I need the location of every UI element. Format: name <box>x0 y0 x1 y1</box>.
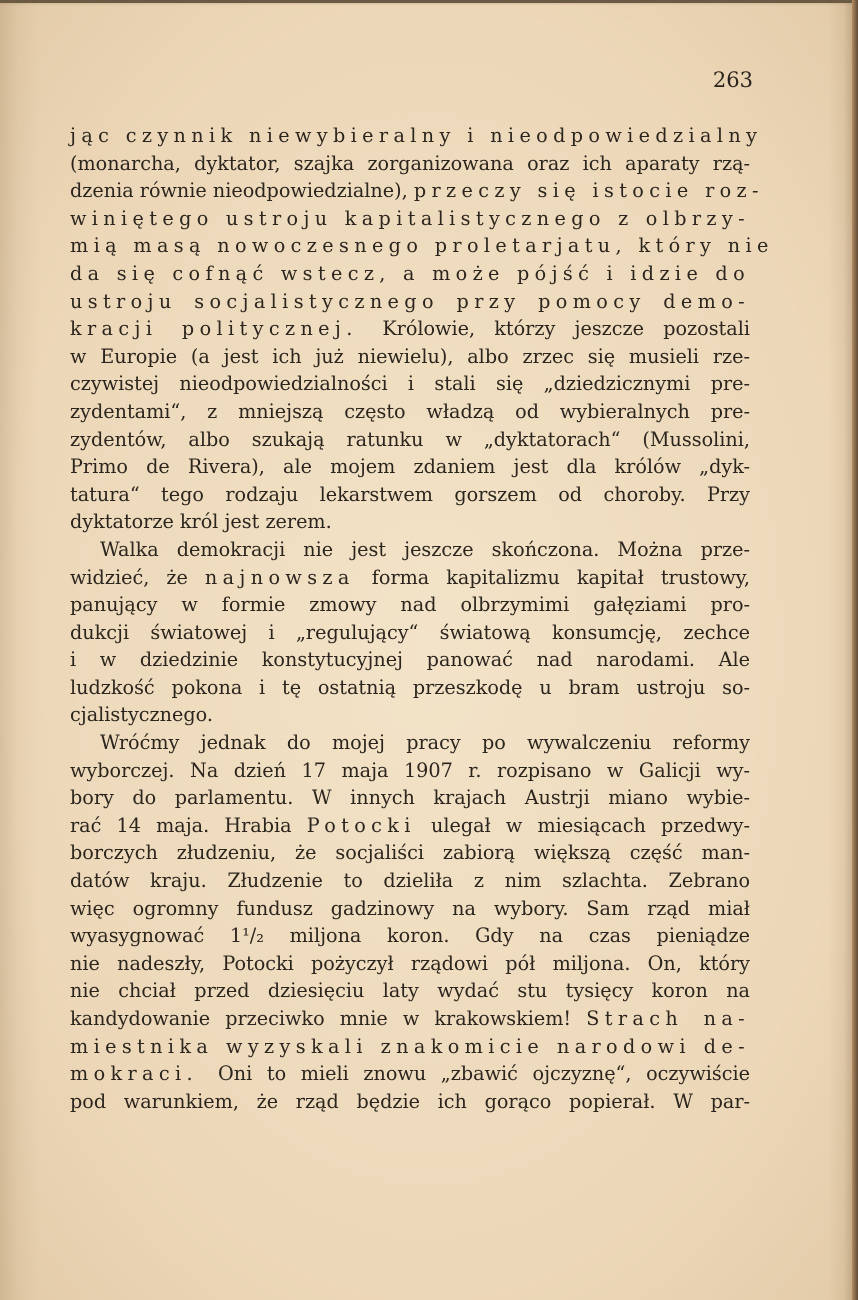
text-run: widzieć, że <box>70 565 205 589</box>
text-run: dzenia równie nieodpowiedzialne), <box>70 179 414 203</box>
text-line <box>70 536 750 564</box>
text-run: czywistej nieodpowiedzialności i stali się „dziedzicznymi pre- <box>70 372 750 396</box>
text-run: borczych złudzeniu, że socjaliści zabiorą większą część man- <box>70 841 750 865</box>
text-run: dukcji światowej i „regulujący“ światową konsumcję, zechce <box>70 620 750 644</box>
text-line <box>70 232 774 260</box>
text-run: Primo de Rivera), ale mojem zdaniem jest dla królów „dyk- <box>70 455 750 479</box>
text-line <box>70 177 764 205</box>
text-run: wyborczej. Na dzień 17 maja 1907 r. rozpisano w Galicji wy- <box>70 758 750 782</box>
spaced-text: winiętego ustroju kapitalistycznego z olbrzy- <box>70 206 750 230</box>
text-line <box>70 398 750 426</box>
text-run: i w dziedzinie konstytucyjnej panować nad narodami. Ale <box>70 648 750 672</box>
text-run: ludzkość pokona i tę ostatnią przeszkodę u bram ustroju so- <box>70 675 750 699</box>
text-run: kandydowanie przeciwko mnie w krakowskiem! <box>70 1007 587 1030</box>
text-line <box>70 950 750 978</box>
text-line <box>70 1088 750 1116</box>
body-text <box>70 122 774 1115</box>
text-line <box>70 564 750 592</box>
text-run: Królowie, którzy jeszcze pozostali <box>382 317 750 341</box>
spaced-text: Strach na- <box>586 1007 750 1030</box>
text-line <box>70 205 750 233</box>
text-run: (monarcha, dyktator, szajka zorganizowana oraz ich aparaty rzą- <box>70 151 750 175</box>
text-line <box>70 453 750 481</box>
text-line <box>70 839 750 867</box>
text-line <box>70 674 750 702</box>
text-run: Oni to mieli znowu „zbawić ojczyznę“, oczywiście <box>218 1062 750 1086</box>
text-run: więc ogromny fundusz gadzinowy na wybory. Sam rząd miał <box>70 896 750 920</box>
text-line <box>70 867 750 895</box>
page-top-edge <box>0 0 858 3</box>
text-line <box>70 757 750 785</box>
text-line <box>70 343 750 371</box>
text-line <box>70 288 750 316</box>
text-line <box>70 922 750 950</box>
text-line <box>70 150 750 178</box>
text-line <box>70 370 750 398</box>
spaced-text: mią masą nowoczesnego proletarjatu, który nie <box>70 234 774 258</box>
text-run: panujący w formie zmowy nad olbrzymimi gałęziami pro- <box>70 593 750 617</box>
spaced-text: mokraci. <box>70 1062 218 1086</box>
text-run: zydentami“, z mniejszą często władzą od wybieralnych pre- <box>70 399 750 423</box>
text-run: zydentów, albo szukają ratunku w „dyktatorach“ (Mussolini, <box>70 427 750 451</box>
text-line <box>70 315 750 343</box>
text-run: Wróćmy jednak do mojej pracy po wywalczeniu reformy <box>100 731 750 755</box>
text-line <box>70 1033 750 1061</box>
text-run: nie nadeszły, Potocki pożyczył rządowi pół miljona. On, który <box>70 951 750 975</box>
text-line <box>70 646 750 674</box>
text-run: wyasygnować 1¹/₂ miljona koron. Gdy na czas pieniądze <box>70 924 750 948</box>
text-run: datów kraju. Złudzenie to dzieliła z nim szlachta. Zebrano <box>70 869 750 893</box>
text-run: dyktatorze król jest zerem. <box>70 510 332 534</box>
text-run: rać 14 maja. Hrabia <box>70 813 307 837</box>
text-run: cjalistycznego. <box>70 703 213 727</box>
text-run: pod warunkiem, że rząd będzie ich gorąco popierał. W par- <box>70 1089 750 1113</box>
text-line <box>70 1005 750 1033</box>
text-line <box>70 895 750 923</box>
text-run: bory do parlamentu. W innych krajach Austrji miano wybie- <box>70 786 750 810</box>
text-line <box>70 122 763 150</box>
page-number: 263 <box>712 68 753 92</box>
spaced-text: kracji politycznej. <box>70 317 383 341</box>
text-line <box>70 426 750 454</box>
text-run: forma kapitalizmu kapitał trustowy, <box>354 565 751 589</box>
spaced-text: najnowsza <box>204 565 355 589</box>
text-line <box>70 729 750 757</box>
text-line <box>70 977 750 1005</box>
spaced-text: Potocki <box>306 813 416 837</box>
text-line <box>70 481 750 509</box>
spaced-text: ustroju socjalistycznego przy pomocy demo- <box>70 289 750 313</box>
text-line <box>70 619 750 647</box>
page-right-edge <box>852 0 858 1300</box>
spaced-text: miestnika wyzyskali znakomicie narodowi de- <box>70 1034 750 1058</box>
text-run: Walka demokracji nie jest jeszcze skończona. Można prze- <box>100 537 750 561</box>
text-run: w Europie (a jest ich już niewielu), albo zrzec się musieli rze- <box>70 344 750 368</box>
text-line <box>70 508 750 536</box>
text-run: ulegał w miesiącach przedwy- <box>415 813 750 837</box>
text-line <box>70 784 750 812</box>
spaced-text: jąc czynnik niewybieralny i nieodpowiedzialny <box>70 124 763 147</box>
text-line <box>70 591 750 619</box>
spaced-text: da się cofnąć wstecz, a może pójść i idzie do <box>70 261 750 285</box>
text-line <box>70 812 750 840</box>
spaced-text: przeczy się istocie roz- <box>413 179 764 203</box>
text-line <box>70 701 750 729</box>
text-line <box>70 260 750 288</box>
text-line <box>70 1060 750 1088</box>
text-run: nie chciał przed dziesięciu laty wydać stu tysięcy koron na <box>70 979 750 1003</box>
text-run: tatura“ tego rodzaju lekarstwem gorszem od choroby. Przy <box>70 482 750 506</box>
